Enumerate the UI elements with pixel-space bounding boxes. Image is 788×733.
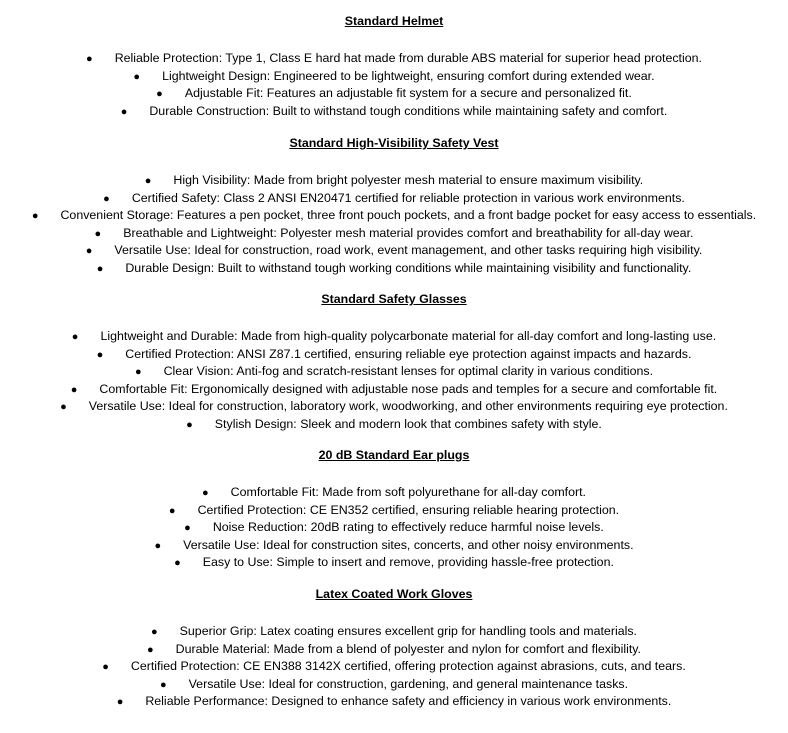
list-item bbox=[0, 103, 788, 121]
section-safety-glasses bbox=[0, 291, 788, 434]
list-item-text: Versatile Use: Ideal for construction, road work, event management, and other tasks requiring high visibility. bbox=[114, 243, 703, 258]
list-item-text: Lightweight and Durable: Made from high-quality polycarbonate material for all-day comfort and long-lasting use. bbox=[100, 329, 717, 343]
bullet-icon: ● bbox=[202, 487, 209, 499]
bullet-icon: ● bbox=[174, 557, 181, 570]
bullet-icon: ● bbox=[168, 504, 176, 517]
bullet-list bbox=[0, 484, 788, 572]
list-item-text: Durable Material: Made from a blend of polyester and nylon for comfort and flexibility. bbox=[175, 641, 641, 656]
bullet-icon: ● bbox=[151, 626, 158, 638]
bullet-icon: ● bbox=[133, 70, 141, 83]
list-item bbox=[0, 641, 788, 659]
list-item bbox=[0, 68, 788, 86]
bullet-icon: ● bbox=[144, 175, 152, 187]
bullet-icon: ● bbox=[71, 331, 79, 343]
list-item-text: Durable Design: Built to withstand tough working conditions while maintaining visibility and functionality. bbox=[125, 260, 692, 275]
list-item bbox=[0, 242, 788, 260]
bullet-icon: ● bbox=[116, 696, 124, 709]
list-item-text: Versatile Use: Ideal for construction, laboratory work, woodworking, and other environments requiring eye protection. bbox=[88, 399, 728, 414]
list-item-text: Breathable and Lightweight: Polyester mesh material provides comfort and breathability for all-day wear. bbox=[123, 225, 694, 240]
list-item-text: Stylish Design: Sleek and modern look that combines safety with style. bbox=[214, 416, 602, 431]
bullet-icon: ● bbox=[120, 105, 128, 118]
list-item-text: Certified Protection: CE EN352 certified, ensuring reliable hearing protection. bbox=[197, 502, 620, 517]
bullet-icon: ● bbox=[96, 348, 104, 361]
list-item bbox=[0, 658, 788, 676]
bullet-icon: ● bbox=[31, 210, 39, 223]
bullet-icon: ● bbox=[85, 245, 93, 258]
bullet-icon: ● bbox=[102, 661, 109, 674]
list-item bbox=[0, 207, 788, 225]
list-item bbox=[0, 50, 788, 68]
list-item-text: Durable Construction: Built to withstand tough conditions while maintaining safety and comfort. bbox=[149, 103, 668, 118]
list-item bbox=[0, 190, 788, 208]
list-item-text: Comfortable Fit: Made from soft polyurethane for all-day comfort. bbox=[230, 485, 586, 499]
list-item-text: Certified Protection: CE EN388 3142X certified, offering protection against abrasions, cuts, and tears. bbox=[130, 659, 686, 674]
section-safety-vest bbox=[0, 135, 788, 278]
section-standard-helmet bbox=[0, 13, 788, 120]
bullet-icon: ● bbox=[134, 366, 142, 379]
list-item bbox=[0, 502, 788, 520]
section-heading: Standard High-Visibility Safety Vest bbox=[289, 136, 499, 150]
section-heading: 20 dB Standard Ear plugs bbox=[318, 448, 470, 462]
list-item bbox=[0, 225, 788, 243]
list-item-text: Versatile Use: Ideal for construction, gardening, and general maintenance tasks. bbox=[188, 676, 629, 691]
bullet-icon: ● bbox=[103, 192, 110, 205]
list-item-text: Superior Grip: Latex coating ensures excellent grip for handling tools and materials. bbox=[179, 624, 637, 638]
list-item bbox=[0, 416, 788, 434]
bullet-icon: ● bbox=[86, 53, 93, 65]
bullet-icon: ● bbox=[186, 418, 193, 431]
list-item-text: Comfortable Fit: Ergonomically designed with adjustable nose pads and temples for a secure and comfortable fit. bbox=[99, 381, 718, 396]
list-item-text: Versatile Use: Ideal for construction sites, concerts, and other noisy environments. bbox=[183, 537, 634, 552]
list-item-text: Easy to Use: Simple to insert and remove, providing hassle-free protection. bbox=[202, 555, 614, 570]
list-item bbox=[0, 623, 788, 641]
bullet-icon: ● bbox=[184, 522, 191, 535]
list-item bbox=[0, 328, 788, 346]
list-item-text: Noise Reduction: 20dB rating to effectively reduce harmful noise levels. bbox=[212, 520, 604, 535]
section-heading: Standard Helmet bbox=[344, 14, 444, 28]
list-item-text: Certified Safety: Class 2 ANSI EN20471 certified for reliable protection in various work environments. bbox=[131, 190, 685, 205]
bullet-icon: ● bbox=[70, 383, 78, 396]
list-item-text: Reliable Performance: Designed to enhance safety and efficiency in various work environments. bbox=[145, 694, 672, 709]
bullet-icon: ● bbox=[154, 539, 162, 552]
bullet-icon: ● bbox=[156, 88, 163, 101]
section-heading: Standard Safety Glasses bbox=[321, 292, 467, 306]
list-item-text: Certified Protection: ANSI Z87.1 certified, ensuring reliable eye protection against impacts and hazards. bbox=[125, 346, 692, 361]
list-item bbox=[0, 172, 788, 190]
section-heading: Latex Coated Work Gloves bbox=[315, 587, 473, 601]
bullet-icon: ● bbox=[147, 643, 154, 656]
list-item bbox=[0, 85, 788, 103]
list-item bbox=[0, 519, 788, 537]
bullet-icon: ● bbox=[94, 227, 102, 240]
bullet-list bbox=[0, 50, 788, 120]
bullet-icon: ● bbox=[159, 678, 167, 691]
bullet-list bbox=[0, 328, 788, 434]
list-item-text: Adjustable Fit: Features an adjustable fit system for a secure and personalized fit. bbox=[184, 86, 632, 101]
list-item-text: Clear Vision: Anti-fog and scratch-resistant lenses for optimal clarity in various conditions. bbox=[163, 364, 654, 379]
list-item-text: Reliable Protection: Type 1, Class E hard hat made from durable ABS material for superior head protection. bbox=[114, 51, 702, 65]
list-item-text: High Visibility: Made from bright polyester mesh material to ensure maximum visibility. bbox=[173, 173, 644, 187]
section-work-gloves bbox=[0, 586, 788, 711]
list-item bbox=[0, 260, 788, 278]
list-item bbox=[0, 693, 788, 711]
bullet-icon: ● bbox=[96, 262, 104, 275]
list-item bbox=[0, 381, 788, 399]
bullet-icon: ● bbox=[60, 401, 67, 414]
list-item bbox=[0, 537, 788, 555]
list-item bbox=[0, 554, 788, 572]
section-ear-plugs bbox=[0, 447, 788, 572]
list-item bbox=[0, 398, 788, 416]
list-item bbox=[0, 346, 788, 364]
list-item-text: Lightweight Design: Engineered to be lightweight, ensuring comfort during extended wear. bbox=[162, 68, 655, 83]
list-item bbox=[0, 484, 788, 502]
bullet-list bbox=[0, 623, 788, 711]
list-item bbox=[0, 676, 788, 694]
list-item-text: Convenient Storage: Features a pen pocket, three front pouch pockets, and a front badge pocket for easy access to essentials. bbox=[60, 208, 757, 223]
bullet-list bbox=[0, 172, 788, 278]
list-item bbox=[0, 363, 788, 381]
